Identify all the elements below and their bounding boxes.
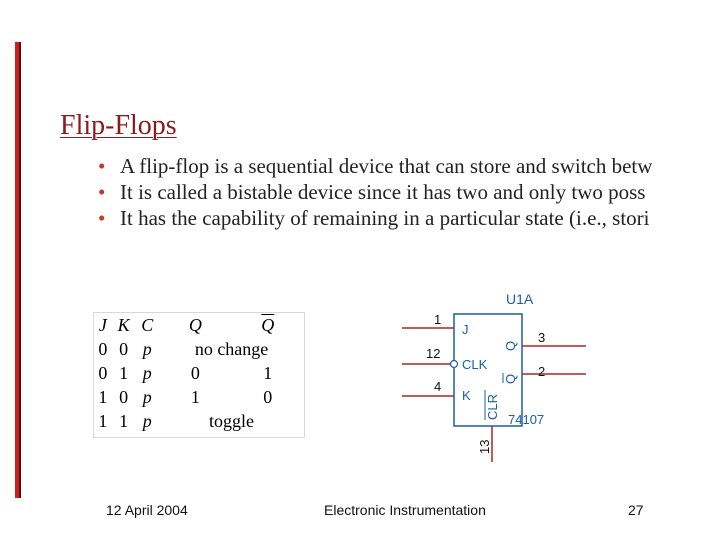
cell: p — [142, 410, 152, 431]
cell: 1 — [98, 386, 108, 407]
table-row — [94, 409, 304, 433]
chip-number: 74107 — [508, 412, 545, 427]
bullet-item: • It is called a bistable device since it has two and only two poss — [98, 179, 720, 205]
cell: 0 — [98, 338, 108, 359]
bullet-item: • A flip-flop is a sequential device that can store and switch betw — [98, 153, 720, 179]
footer-course: Electronic Instrumentation — [324, 502, 486, 518]
header-j: J — [98, 314, 107, 335]
bullet-item: • It has the capability of remaining in a particular state (i.e., stori — [98, 205, 720, 231]
pin-number-clr: 13 — [477, 439, 492, 454]
pin-label-qbar: Q — [503, 373, 518, 384]
bullet-list — [98, 153, 720, 231]
cell: 0 — [98, 362, 108, 383]
header-k: K — [117, 314, 130, 335]
cell: no change — [194, 338, 269, 359]
pin-label-j: J — [462, 322, 469, 337]
part-label: U1A — [506, 291, 534, 307]
pin-number-q: 3 — [538, 330, 546, 345]
footer-date: 12 April 2004 — [106, 502, 188, 518]
cell: 1 — [263, 362, 273, 383]
cell: p — [142, 362, 152, 383]
pin-number-qbar: 2 — [538, 364, 546, 379]
pin-label-clk: CLK — [462, 357, 488, 372]
cell: 1 — [119, 410, 129, 431]
truth-table-image — [93, 312, 305, 438]
cell: 0 — [190, 362, 200, 383]
jk-flip-flop-schematic — [396, 286, 596, 466]
pin-number-k: 4 — [434, 379, 442, 394]
cell: 0 — [263, 386, 273, 407]
pin-label-clr: CLR — [485, 393, 500, 420]
pin-label-q: Q — [503, 340, 518, 351]
cell: p — [142, 338, 152, 359]
clk-inversion-bubble — [451, 361, 458, 368]
table-row — [94, 385, 304, 409]
pin-label-k: K — [462, 388, 471, 403]
slide-title: Flip-Flops — [60, 110, 177, 141]
header-q: Q — [188, 314, 202, 335]
cell: 0 — [119, 386, 129, 407]
header-q-bar: $\overline{Q}$ — [261, 314, 275, 335]
table-row — [94, 361, 304, 385]
cell: 1 — [98, 410, 108, 431]
table-header-row — [94, 313, 304, 337]
jk-truth-table — [94, 313, 304, 433]
slide-accent-bar-shadow — [19, 42, 21, 498]
footer-page-number: 27 — [628, 502, 644, 518]
header-c: C — [141, 314, 154, 335]
pin-number-j: 1 — [434, 312, 442, 327]
cell: p — [142, 386, 152, 407]
cell: 1 — [190, 386, 200, 407]
table-row — [94, 337, 304, 361]
cell: toggle — [209, 410, 255, 431]
pin-number-clk: 12 — [426, 346, 441, 361]
cell: 1 — [119, 362, 129, 383]
cell: 0 — [119, 338, 129, 359]
